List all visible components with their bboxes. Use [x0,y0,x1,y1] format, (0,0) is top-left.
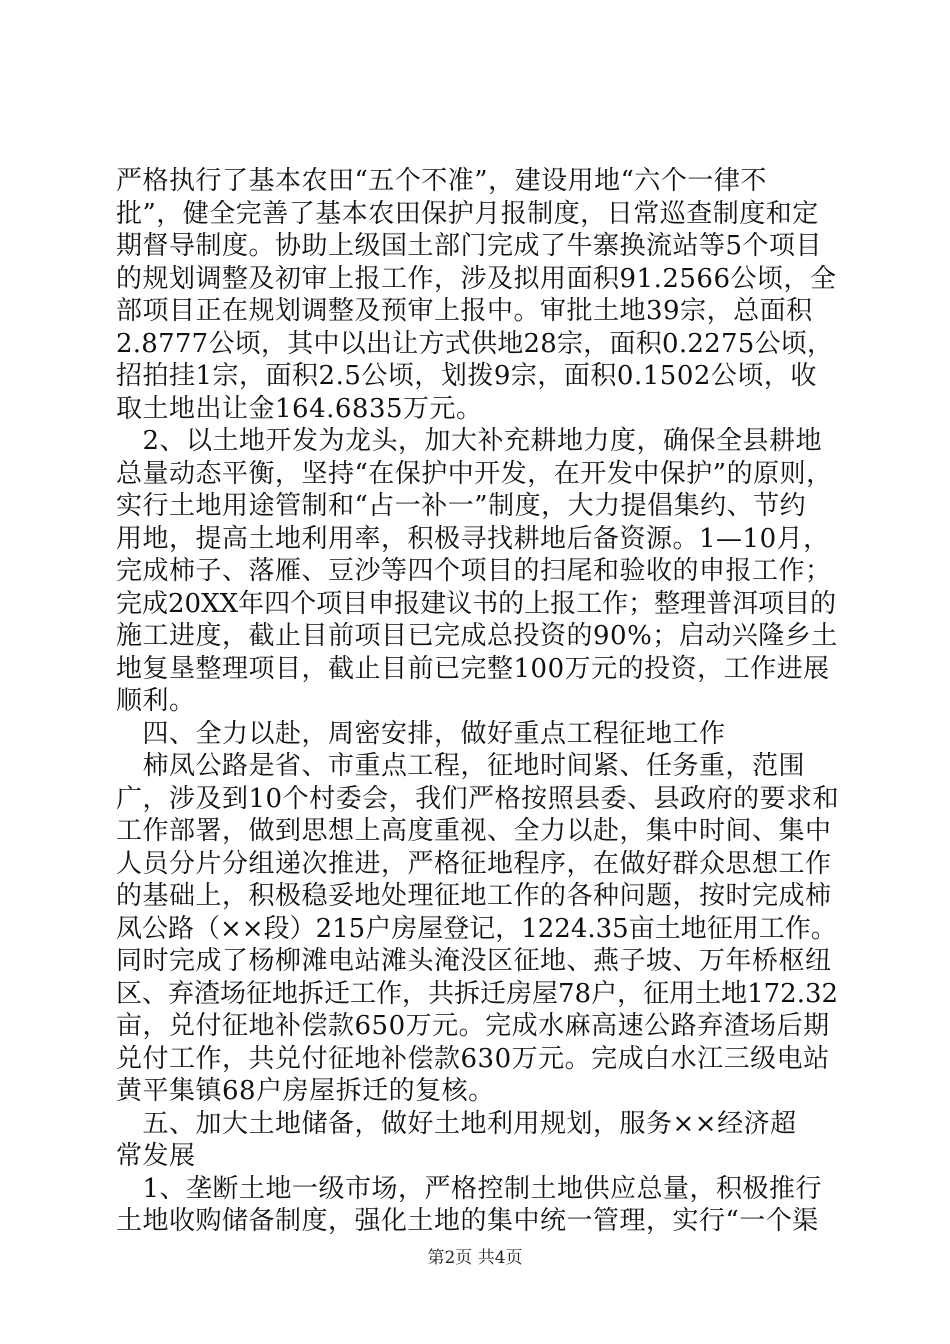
text-line: 广，涉及到10个村委会，我们严格按照县委、县政府的要求和 [116,784,840,814]
text-line: 五、加大土地储备，做好土地利用规划，服务××经济超 [116,1109,797,1139]
page-footer: 第2页 共4页 [427,1248,523,1268]
text-line: 部项目正在规划调整及预审上报中。审批土地39宗，总面积 [116,296,813,326]
text-line: 批”，健全完善了基本农田保护月报制度，日常巡查制度和定 [116,199,819,229]
text-line: 亩，兑付征地补偿款650万元。完成水麻高速公路弃渣场后期 [116,1011,830,1041]
text-line: 完成柿子、落雁、豆沙等四个项目的扫尾和验收的申报工作； [116,556,832,586]
text-line: 实行土地用途管制和“占一补一”制度，大力提倡集约、节约 [116,491,807,521]
text-line: 区、弃渣场征地拆迁工作，共拆迁房屋78户，征用土地172.32 [116,979,839,1009]
text-line: 兑付工作，共兑付征地补偿款630万元。完成白水江三级电站 [116,1044,830,1074]
text-line: 施工进度，截止目前项目已完成总投资的90%；启动兴隆乡土 [116,621,838,651]
text-line: 地复垦整理项目，截止目前已完整100万元的投资，工作进展 [116,654,830,684]
text-line: 凤公路（××段）215户房屋登记，1224.35亩土地征用工作。 [116,914,837,944]
text-line: 人员分片分组递次推进，严格征地程序，在做好群众思想工作 [116,849,832,879]
text-line: 的基础上，积极稳妥地处理征地工作的各种问题，按时完成柿 [116,881,832,911]
text-line: 黄平集镇68户房屋拆迁的复核。 [116,1076,495,1106]
text-line: 招拍挂1宗，面积2.5公顷，划拨9宗，面积0.1502公顷，收 [116,361,817,391]
text-line: 总量动态平衡，坚持“在保护中开发，在开发中保护”的原则， [116,459,833,489]
text-line: 期督导制度。协助上级国土部门完成了牛寨换流站等5个项目 [116,231,823,261]
text-line: 严格执行了基本农田“五个不准”，建设用地“六个一律不 [116,166,767,196]
text-line: 土地收购储备制度，强化土地的集中统一管理，实行“一个渠 [116,1206,819,1236]
text-line: 2.8777公顷，其中以出让方式供地28宗，面积0.2275公顷， [116,329,834,359]
text-line: 完成20XX年四个项目申报建议书的上报工作；整理普洱项目的 [116,589,837,619]
text-line: 工作部署，做到思想上高度重视、全力以赴，集中时间、集中 [116,816,832,846]
paragraph-start-line: 柿凤公路是省、市重点工程，征地时间紧、任务重，范围 [116,751,806,781]
text-line: 常发展 [116,1141,196,1171]
paragraph-start-line: 2、以土地开发为龙头，加大补充耕地力度，确保全县耕地 [116,426,823,456]
text-line: 顺利。 [116,686,196,716]
text-line: 同时完成了杨柳滩电站滩头淹没区征地、燕子坡、万年桥枢纽 [116,946,832,976]
section-heading: 四、全力以赴，周密安排，做好重点工程征地工作 [116,719,726,749]
text-line: 取土地出让金164.6835万元。 [116,394,483,424]
text-line: 的规划调整及初审上报工作，涉及拟用面积91.2566公顷，全 [116,264,837,294]
text-line: 1、垄断土地一级市场，严格控制土地供应总量，积极推行 [116,1174,823,1204]
text-line: 用地，提高土地利用率，积极寻找耕地后备资源。1—10月， [116,524,830,554]
